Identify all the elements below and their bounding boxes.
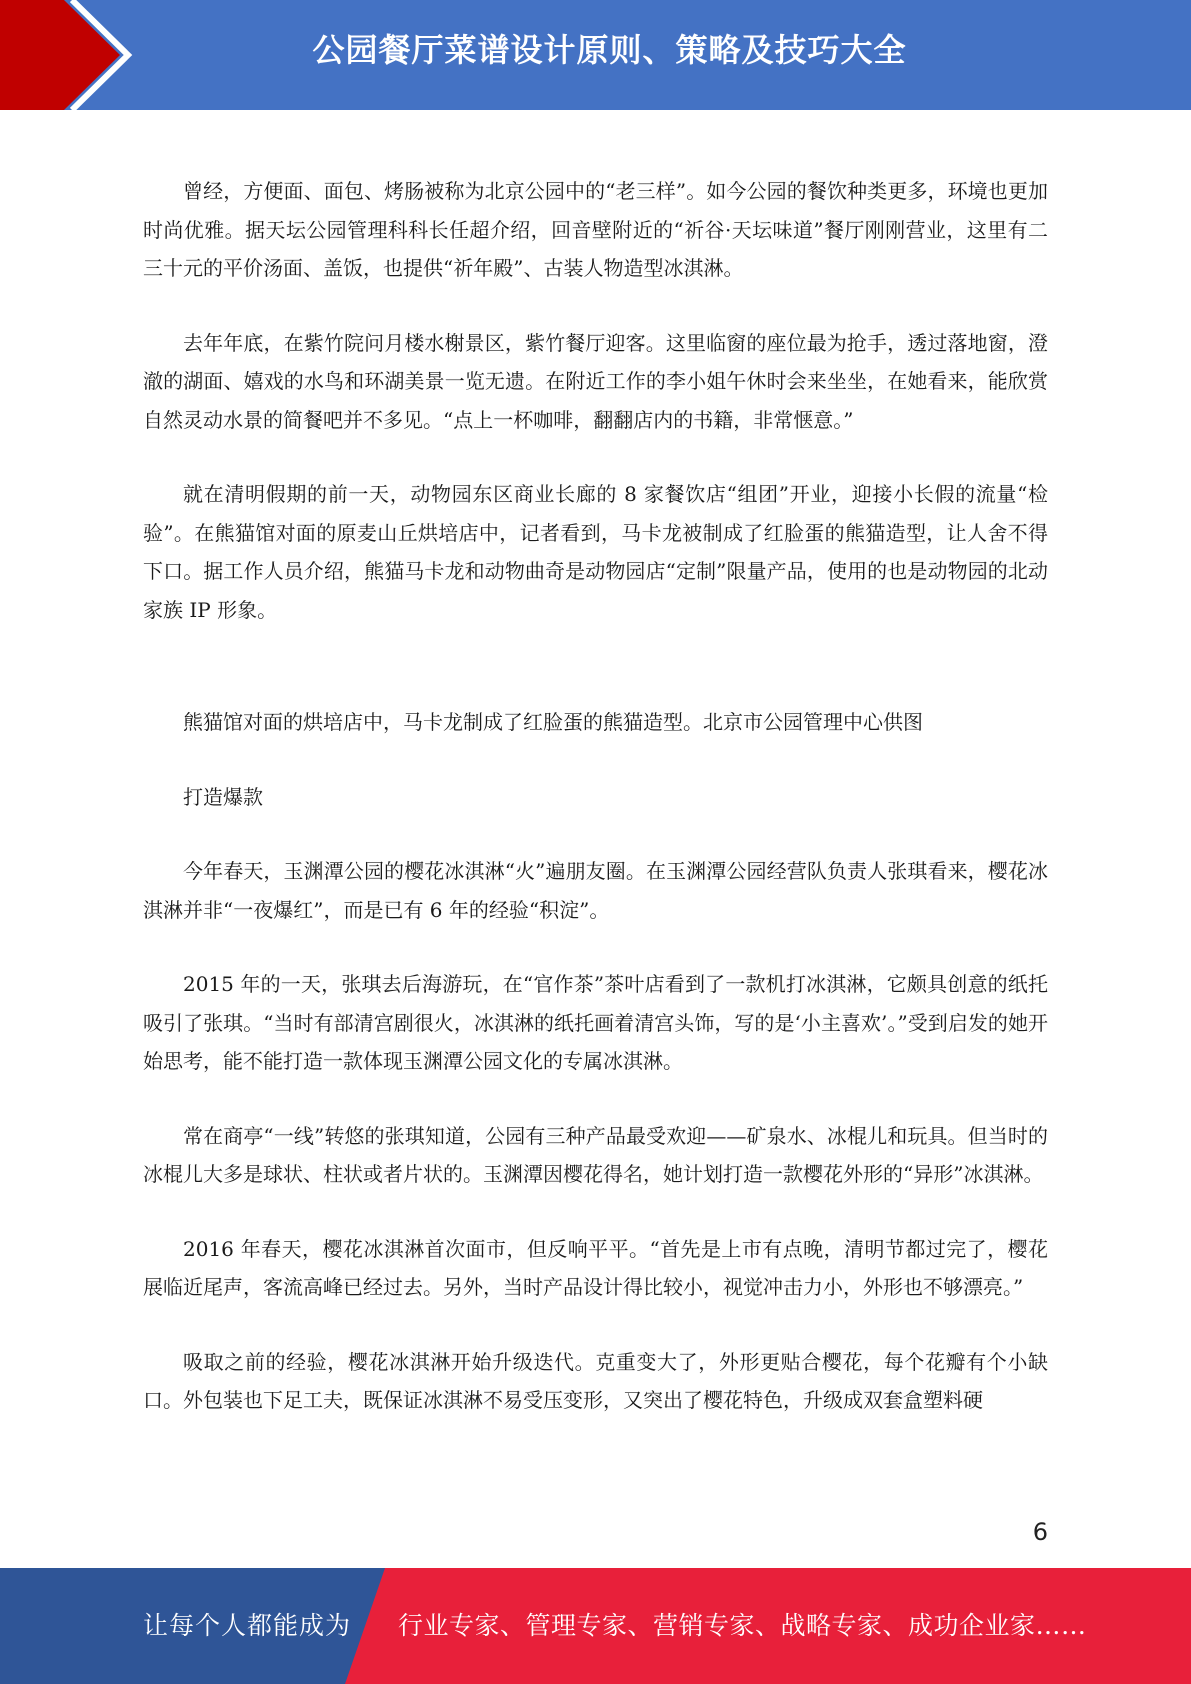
page-number: 6 (1032, 1518, 1048, 1546)
paragraph: 常在商亭“一线”转悠的张琪知道，公园有三种产品最受欢迎——矿泉水、冰棍儿和玩具。但当时的冰棍儿大多是球状、柱状或者片状的。玉渊潭因樱花得名，她计划打造一款樱花外形的“异形”冰淇淋。 (143, 1123, 1048, 1186)
article-body (143, 172, 1048, 1420)
footer-slogan-left: 让每个人都能成为 (143, 1611, 352, 1640)
image-caption: 熊猫馆对面的烘培店中，马卡龙制成了红脸蛋的熊猫造型。北京市公园管理中心供图 (183, 710, 923, 734)
page-header (0, 0, 1191, 110)
paragraph: 吸取之前的经验，樱花冰淇淋开始升级迭代。克重变大了，外形更贴合樱花，每个花瓣有个小缺口。外包装也下足工夫，既保证冰淇淋不易受压变形，又突出了樱花特色，升级成双套盒塑料硬 (143, 1349, 1048, 1412)
section-heading: 打造爆款 (183, 784, 263, 809)
paragraph: 今年春天，玉渊潭公园的樱花冰淇淋“火”遍朋友圈。在玉渊潭公园经营队负责人张琪看来，樱花冰淇淋并非“一夜爆红”，而是已有 6 年的经验“积淀”。 (143, 859, 1048, 922)
paragraph: 曾经，方便面、面包、烤肠被称为北京公园中的“老三样”。如今公园的餐饮种类更多，环境也更加时尚优雅。据天坛公园管理科科长任超介绍，回音壁附近的“祈谷·天坛味道”餐厅刚刚营业，这里有二三十元的平价汤面、盖饭，也提供“祈年殿”、古装人物造型冰淇淋。 (143, 179, 1048, 280)
paragraph: 去年年底，在紫竹院问月楼水榭景区，紫竹餐厅迎客。这里临窗的座位最为抢手，透过落地窗，澄澈的湖面、嬉戏的水鸟和环湖美景一览无遗。在附近工作的李小姐午休时会来坐坐，在她看来，能欣赏自然灵动水景的简餐吧并不多见。“点上一杯咖啡，翻翻店内的书籍，非常惬意。” (143, 330, 1048, 432)
paragraph: 2015 年的一天，张琪去后海游玩，在“官作茶”茶叶店看到了一款机打冰淇淋，它颇具创意的纸托吸引了张琪。“当时有部清宫剧很火，冰淇淋的纸托画着清宫头饰，写的是‘小主喜欢’。”受到启发的她开始思考，能不能打造一款体现玉渊潭公园文化的专属冰淇淋。 (143, 972, 1048, 1073)
paragraph: 2016 年春天，樱花冰淇淋首次面市，但反响平平。“首先是上市有点晚，清明节都过完了，樱花展临近尾声，客流高峰已经过去。另外，当时产品设计得比较小，视觉冲击力小，外形也不够漂亮。” (143, 1236, 1048, 1299)
paragraph: 就在清明假期的前一天，动物园东区商业长廊的 8 家餐饮店“组团”开业，迎接小长假的流量“检验”。在熊猫馆对面的原麦山丘烘培店中，记者看到，马卡龙被制成了红脸蛋的熊猫造型，让人舍不得下口。据工作人员介绍，熊猫马卡龙和动物曲奇是动物园店“定制”限量产品，使用的也是动物园的北动家族 IP 形象。 (143, 482, 1048, 622)
document-title: 公园餐厅菜谱设计原则、策略及技巧大全 (312, 31, 907, 69)
page-footer (0, 1568, 1191, 1684)
footer-slogan-right: 行业专家、管理专家、营销专家、战略专家、成功企业家…… (398, 1611, 1087, 1640)
